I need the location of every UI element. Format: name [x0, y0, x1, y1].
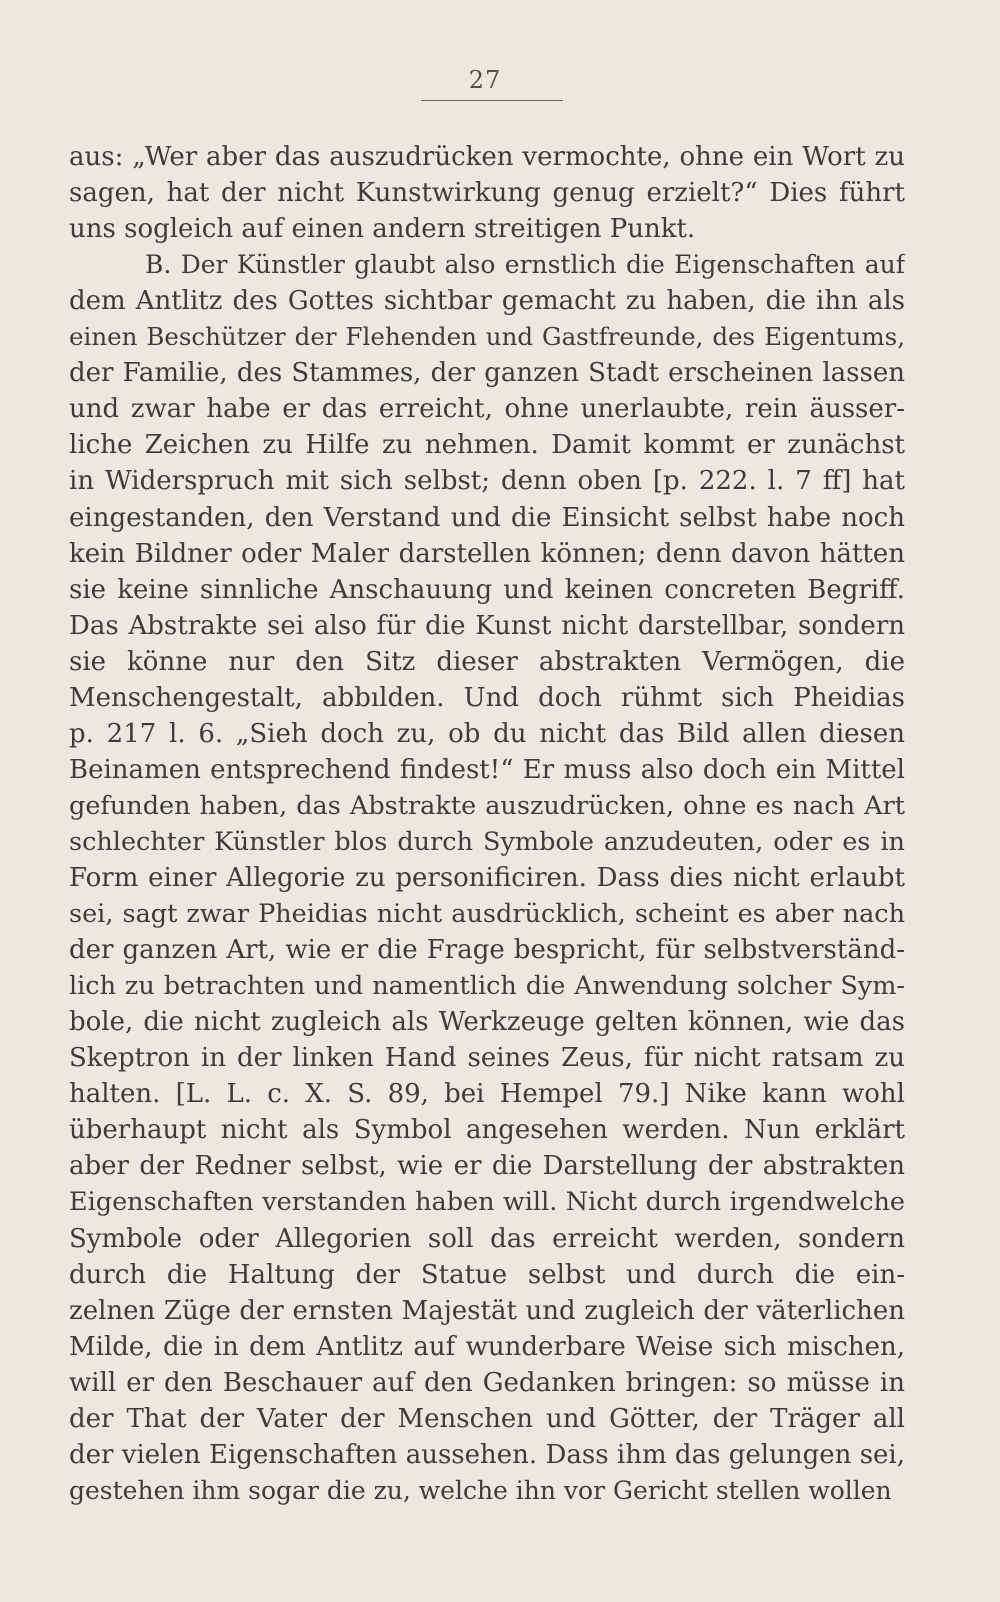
text-line: der That der Vater der Menschen und Götter, der Träger all: [69, 1403, 905, 1434]
text-line: aber der Redner selbst, wie er die Darstellung der abstrakten: [69, 1151, 905, 1182]
text-line: und zwar habe er das erreicht, ohne unerlaubte, rein äusser-: [69, 394, 905, 425]
page-number: 27: [468, 66, 502, 94]
text-line: der ganzen Art, wie er die Frage bespricht, für selbstverständ-: [69, 935, 905, 966]
text-line: einen Beschützer der Flehenden und Gastfreunde, des Eigentums,: [69, 322, 905, 352]
text-line: sie könne nur den Sitz dieser abstrakten Vermögen, die: [69, 646, 905, 677]
text-line: Eigenschaften verstanden haben will. Nicht durch irgendwelche: [69, 1187, 905, 1218]
text-line: sie keine sinnliche Anschauung und keinen concreten Begriff.: [69, 574, 905, 605]
text-line: Das Abstrakte sei also für die Kunst nicht darstellbar, sondern: [69, 610, 905, 641]
text-line: der vielen Eigenschaften aussehen. Dass ihm das gelungen sei,: [69, 1439, 905, 1470]
text-line: Beinamen entsprechend findest!“ Er muss also doch ein Mittel: [69, 754, 905, 785]
text-line: Skeptron in der linken Hand seines Zeus, für nicht ratsam zu: [69, 1043, 905, 1074]
text-line: halten. [L. L. c. X. S. 89, bei Hempel 79.] Nike kann wohl: [69, 1079, 905, 1110]
text-line: sagen, hat der nicht Kunstwirkung genug erzielt?“ Dies führt: [69, 178, 905, 209]
text-line: liche Zeichen zu Hilfe zu nehmen. Damit kommt er zunächst: [69, 430, 905, 461]
text-line: Form einer Allegorie zu personificiren. Dass dies nicht erlaubt: [69, 863, 905, 893]
text-line: dem Antlitz des Gottes sichtbar gemacht zu haben, die ihn als: [69, 286, 905, 317]
text-line: lich zu betrachten und namentlich die Anwendung solcher Sym-: [69, 971, 905, 1002]
text-line: Menschengestalt, abbılden. Und doch rühmt sich Pheidias: [69, 682, 905, 713]
text-line: durch die Haltung der Statue selbst und durch die ein-: [69, 1259, 905, 1290]
text-line: sei, sagt zwar Pheidias nicht ausdrücklich, scheint es aber nach: [69, 899, 905, 930]
text-line: aus: „Wer aber das auszudrücken vermochte, ohne ein Wort zu: [69, 142, 905, 172]
text-line: kein Bildner oder Maler darstellen können; denn davon hätten: [69, 538, 905, 569]
text-line: p. 217 l. 6. „Sieh doch zu, ob du nicht das Bild allen diesen: [69, 718, 905, 749]
text-line: uns sogleich auf einen andern streitigen Punkt.: [69, 214, 696, 245]
text-line: zelnen Züge der ernsten Majestät und zugleich der väterlichen: [69, 1295, 905, 1326]
text-line: gefunden haben, das Abstrakte auszudrücken, ohne es nach Art: [69, 790, 905, 821]
header-rule: [421, 100, 563, 101]
text-line: eingestanden, den Verstand und die Einsicht selbst habe noch: [69, 502, 905, 533]
text-line: will er den Beschauer auf den Gedanken bringen: so müsse in: [69, 1367, 905, 1398]
text-line: Symbole oder Allegorien soll das erreicht werden, sondern: [69, 1223, 905, 1254]
text-line: überhaupt nicht als Symbol angesehen werden. Nun erklärt: [69, 1115, 905, 1146]
text-line: Milde, die in dem Antlitz auf wunderbare Weise sich mischen,: [69, 1331, 905, 1362]
text-line: in Widerspruch mit sich selbst; denn oben [p. 222. l. 7 ff] hat: [69, 466, 905, 497]
text-line: bole, die nicht zugleich als Werkzeuge gelten können, wie das: [69, 1007, 905, 1038]
text-line: B. Der Künstler glaubt also ernstlich die Eigenschaften auf: [145, 250, 905, 280]
text-line: schlechter Künstler blos durch Symbole anzudeuten, oder es in: [69, 826, 905, 857]
text-line: der Familie, des Stammes, der ganzen Stadt erscheinen lassen: [69, 358, 905, 389]
text-line: gestehen ihm sogar die zu, welche ihn vor Gericht stellen wollen: [69, 1475, 892, 1505]
